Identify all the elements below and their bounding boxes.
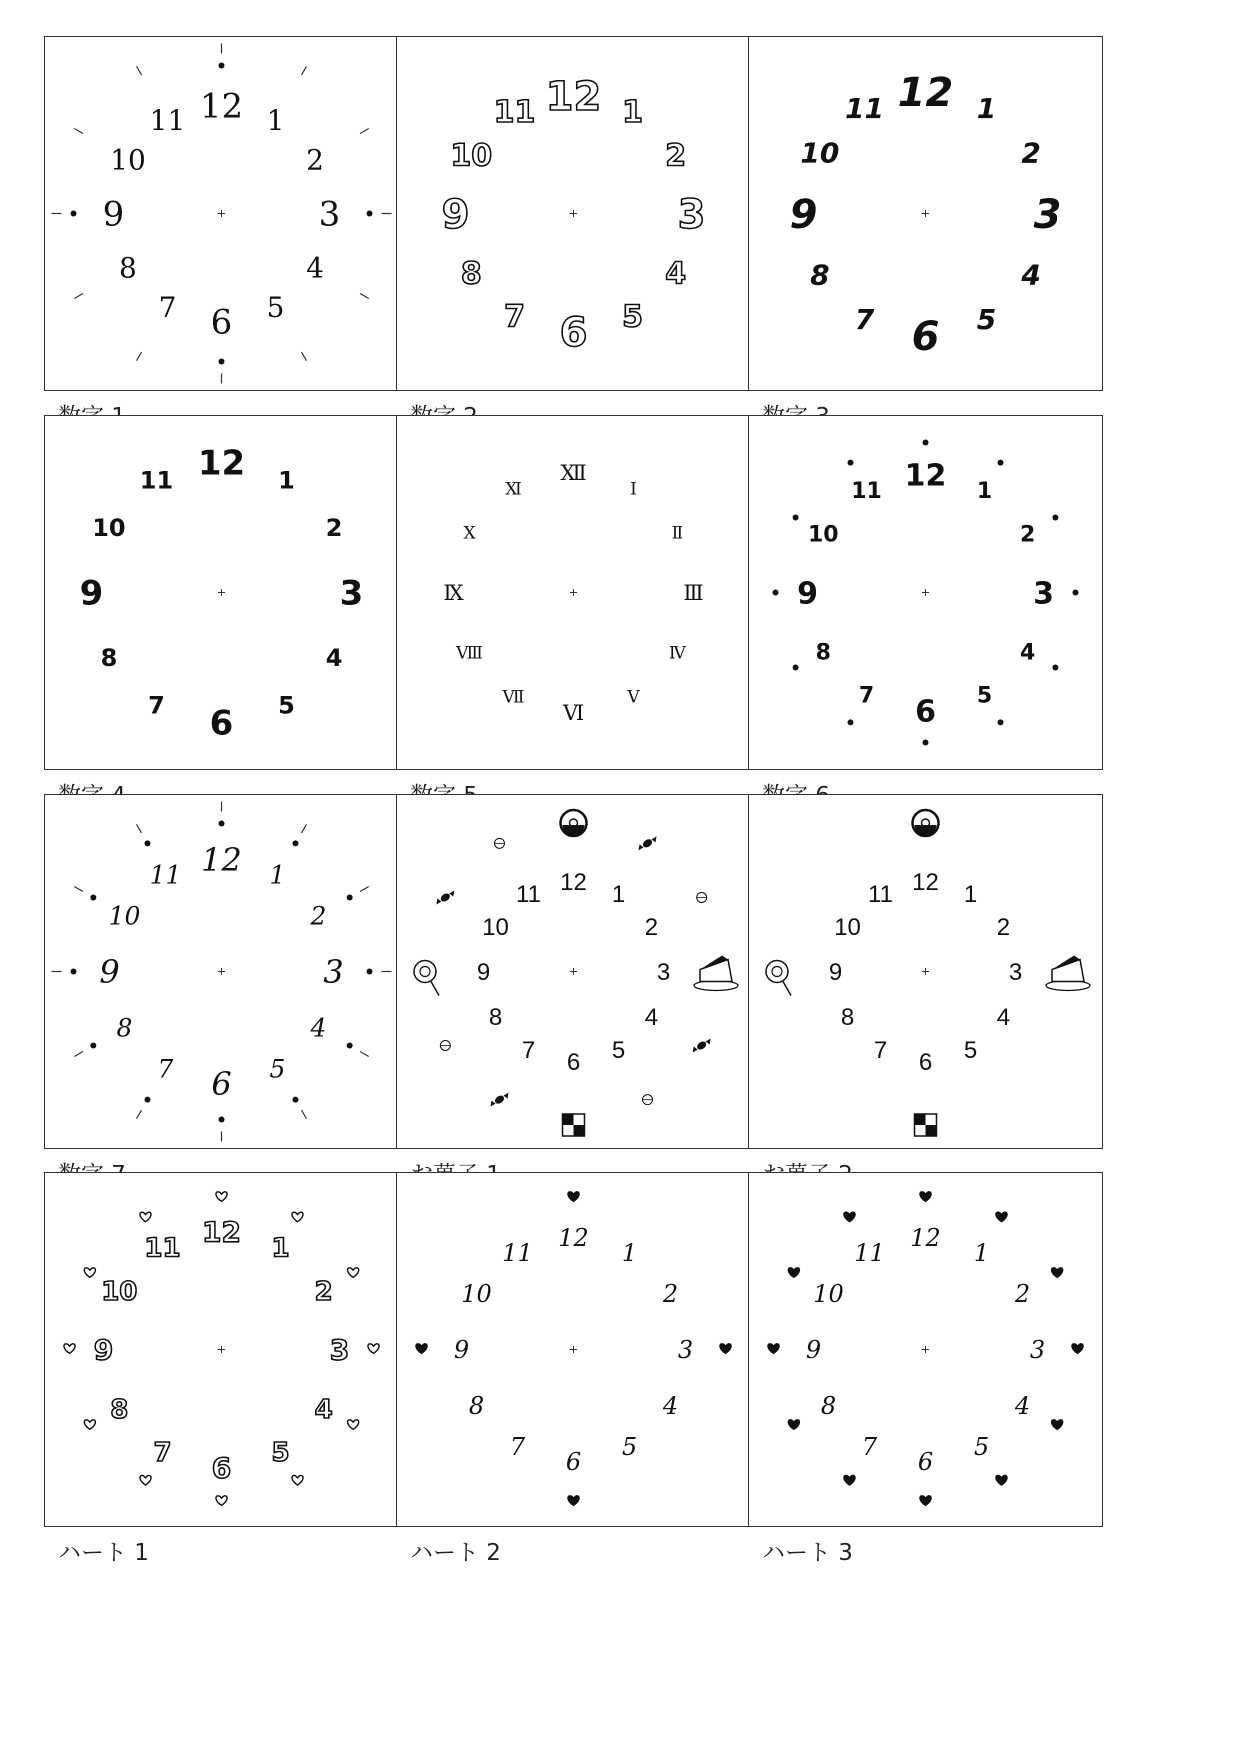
clock-face-graphic <box>397 37 750 390</box>
donut-icon <box>561 810 587 836</box>
dot-icon <box>848 719 854 725</box>
hour-numeral-5: Ⅴ <box>627 687 640 708</box>
hour-numeral-10: Ⅹ <box>463 523 476 544</box>
heart-icon <box>84 1268 95 1278</box>
dot-icon <box>1052 665 1058 671</box>
cake-icon <box>1046 956 1090 991</box>
clock-face-panel <box>396 1172 751 1527</box>
hour-numeral-2: 2 <box>314 1276 333 1307</box>
hour-numeral-11: 11 <box>144 1233 181 1264</box>
hour-numeral-1: 1 <box>271 1233 290 1264</box>
hour-numeral-1: 1 <box>621 1239 638 1268</box>
hour-numeral-4: 4 <box>306 251 324 285</box>
hour-numeral-6: 6 <box>209 703 234 744</box>
dot-icon <box>219 63 225 69</box>
cake-icon <box>694 956 738 991</box>
dot-icon <box>793 665 799 671</box>
dot-icon <box>90 1043 96 1049</box>
heart-icon <box>64 1344 75 1354</box>
clock-face-graphic <box>45 37 398 390</box>
hour-numeral-8: 8 <box>110 1394 129 1425</box>
hour-numeral-10: 10 <box>461 1280 492 1309</box>
hour-numeral-5: 5 <box>611 1037 626 1065</box>
hour-numeral-5: 5 <box>622 299 643 335</box>
clock-face-graphic <box>749 1173 1102 1526</box>
hour-numeral-12: 12 <box>545 73 602 120</box>
hour-numeral-7: 7 <box>861 1433 878 1462</box>
hour-numeral-8: 8 <box>100 644 118 673</box>
hour-numeral-2: Ⅱ <box>671 523 684 544</box>
hour-numeral-6: 6 <box>917 1448 934 1477</box>
hour-numeral-11: Ⅺ <box>505 479 522 500</box>
hour-numeral-9: 9 <box>476 959 491 987</box>
hour-numeral-12: 12 <box>201 841 242 880</box>
clock-face-panel <box>748 415 1103 770</box>
hour-numeral-2: 2 <box>644 914 659 942</box>
hour-numeral-11: 11 <box>851 479 882 505</box>
dot-icon <box>923 440 929 446</box>
hour-numeral-8: 8 <box>840 1004 855 1032</box>
hour-numeral-2: 2 <box>996 914 1011 942</box>
hour-numeral-12: 12 <box>199 86 244 127</box>
tick-mark-icon <box>302 352 307 361</box>
hour-numeral-3: 3 <box>677 1336 694 1365</box>
hour-numeral-12: 12 <box>197 443 246 484</box>
hour-numeral-10: 10 <box>450 138 493 174</box>
heart-icon <box>996 1475 1007 1485</box>
hour-numeral-4: 4 <box>314 1394 333 1425</box>
clock-face-panel <box>44 415 399 770</box>
candy-icon <box>491 1093 509 1107</box>
center-cross-icon <box>218 589 225 596</box>
heart-icon <box>844 1212 855 1222</box>
ball-candy-icon <box>495 838 505 848</box>
hour-numeral-11: 11 <box>854 1239 885 1268</box>
hour-numeral-9: 9 <box>79 573 104 614</box>
hour-numeral-6: 6 <box>211 1065 232 1104</box>
tick-mark-icon <box>302 66 307 75</box>
hour-numeral-12: 12 <box>904 458 947 494</box>
panel-caption: ハート 3 <box>762 1540 853 1566</box>
center-cross-icon <box>218 1346 225 1353</box>
hour-numeral-7: 7 <box>148 691 165 720</box>
hour-numeral-11: 11 <box>845 91 884 125</box>
hour-numeral-6: 6 <box>559 309 588 356</box>
tick-mark-icon <box>302 1110 307 1119</box>
dot-icon <box>848 460 854 466</box>
hour-numeral-8: Ⅷ <box>456 643 483 664</box>
hour-numeral-5: 5 <box>963 1037 978 1065</box>
heart-icon <box>416 1344 427 1354</box>
hour-numeral-6: 6 <box>915 694 936 730</box>
heart-icon <box>292 1475 303 1485</box>
hour-numeral-6: 6 <box>565 1448 582 1477</box>
hour-numeral-3: 3 <box>1029 1336 1046 1365</box>
hour-numeral-8: 8 <box>468 1392 485 1421</box>
heart-icon <box>920 1192 931 1202</box>
hour-numeral-12: 12 <box>202 1215 241 1249</box>
dot-icon <box>90 895 96 901</box>
ball-candy-icon <box>643 1095 653 1105</box>
panel-caption: ハート 2 <box>410 1540 501 1566</box>
hour-numeral-6: 6 <box>566 1049 581 1077</box>
dot-icon <box>71 969 77 975</box>
hour-numeral-1: 1 <box>976 91 997 125</box>
hour-numeral-5: 5 <box>973 1433 990 1462</box>
hour-numeral-4: 4 <box>996 1004 1011 1032</box>
hour-numeral-10: 10 <box>108 901 141 931</box>
tick-mark-icon <box>74 1052 83 1057</box>
hour-numeral-12: 12 <box>558 1224 589 1253</box>
hour-numeral-2: 2 <box>665 138 687 174</box>
clock-face-panel <box>748 1172 1103 1527</box>
hour-numeral-1: Ⅰ <box>630 479 637 500</box>
clock-face-graphic <box>749 37 1102 390</box>
hour-numeral-8: 8 <box>460 256 482 292</box>
hour-numeral-3: 3 <box>1033 576 1054 612</box>
dot-icon <box>1073 590 1079 596</box>
hour-numeral-11: 11 <box>139 466 174 495</box>
hour-numeral-8: 8 <box>815 640 831 666</box>
center-cross-icon <box>922 589 929 596</box>
hour-numeral-1: 1 <box>963 881 978 909</box>
dot-icon <box>773 590 779 596</box>
dot-icon <box>367 211 373 217</box>
hour-numeral-6: 6 <box>911 313 940 360</box>
heart-icon <box>844 1475 855 1485</box>
hour-numeral-9: 9 <box>441 191 470 238</box>
hour-numeral-9: Ⅸ <box>443 581 464 606</box>
heart-icon <box>292 1212 303 1222</box>
hour-numeral-1: 1 <box>269 860 286 890</box>
hour-numeral-2: 2 <box>1020 522 1036 548</box>
hour-numeral-10: 10 <box>482 914 509 942</box>
hour-numeral-3: 3 <box>656 959 671 987</box>
hour-numeral-4: 4 <box>325 644 343 673</box>
center-cross-icon <box>922 1346 929 1353</box>
candy-icon <box>436 891 454 905</box>
center-cross-icon <box>570 1346 577 1353</box>
hour-numeral-6: 6 <box>210 302 233 343</box>
hour-numeral-10: 10 <box>110 143 146 177</box>
tick-mark-icon <box>137 1110 142 1119</box>
center-cross-icon <box>218 210 225 217</box>
clock-face-panel <box>44 794 399 1149</box>
tick-mark-icon <box>360 887 369 892</box>
hour-numeral-8: 8 <box>820 1392 837 1421</box>
heart-icon <box>140 1475 151 1485</box>
hour-numeral-1: 1 <box>973 1239 990 1268</box>
hour-numeral-7: 7 <box>153 1438 172 1469</box>
clock-face-panel <box>44 1172 399 1527</box>
dot-icon <box>293 840 299 846</box>
hour-numeral-9: 9 <box>828 959 843 987</box>
clock-face-panel <box>44 36 399 391</box>
center-cross-icon <box>922 968 929 975</box>
hour-numeral-9: 9 <box>99 953 120 992</box>
hour-numeral-5: 5 <box>621 1433 638 1462</box>
hour-numeral-1: 1 <box>611 881 626 909</box>
heart-icon <box>788 1420 799 1430</box>
hour-numeral-11: 11 <box>868 881 893 909</box>
clock-face-graphic <box>397 416 750 769</box>
hour-numeral-9: 9 <box>93 1333 114 1367</box>
panel-caption: ハート 1 <box>58 1540 149 1566</box>
hour-numeral-7: 7 <box>157 1054 174 1084</box>
clock-face-panel <box>396 36 751 391</box>
heart-icon <box>788 1268 799 1278</box>
heart-icon <box>568 1192 579 1202</box>
hour-numeral-6: Ⅵ <box>562 701 585 726</box>
heart-icon <box>1052 1268 1063 1278</box>
clock-face-graphic <box>749 795 1102 1148</box>
heart-icon <box>84 1420 95 1430</box>
clock-face-graphic <box>45 795 398 1148</box>
candy-icon <box>693 1039 711 1053</box>
hour-numeral-7: 7 <box>521 1037 536 1065</box>
hour-numeral-7: 7 <box>509 1433 526 1462</box>
hour-numeral-3: Ⅲ <box>683 581 704 606</box>
tick-mark-icon <box>302 824 307 833</box>
hour-numeral-3: 3 <box>318 194 341 235</box>
heart-icon <box>720 1344 731 1354</box>
dot-icon <box>71 211 77 217</box>
hour-numeral-9: 9 <box>797 576 818 612</box>
dot-icon <box>367 969 373 975</box>
hour-numeral-1: 1 <box>622 95 643 131</box>
center-cross-icon <box>218 968 225 975</box>
heart-icon <box>920 1496 931 1506</box>
hour-numeral-8: 8 <box>116 1013 133 1043</box>
dot-icon <box>347 1043 353 1049</box>
dot-icon <box>293 1097 299 1103</box>
hour-numeral-12: 12 <box>910 1224 941 1253</box>
tick-mark-icon <box>137 66 142 75</box>
dot-icon <box>145 840 151 846</box>
dot-icon <box>998 460 1004 466</box>
clock-face-panel <box>748 36 1103 391</box>
tick-mark-icon <box>74 129 83 134</box>
heart-icon <box>368 1344 379 1354</box>
clock-face-graphic <box>45 416 398 769</box>
center-cross-icon <box>922 210 929 217</box>
hour-numeral-4: 4 <box>644 1004 659 1032</box>
dot-icon <box>219 1117 225 1123</box>
center-cross-icon <box>570 589 577 596</box>
heart-icon <box>768 1344 779 1354</box>
clock-face-panel <box>748 794 1103 1149</box>
clock-face-panel <box>396 415 751 770</box>
hour-numeral-5: 5 <box>269 1054 286 1084</box>
clock-face-graphic <box>397 1173 750 1526</box>
hour-numeral-12: 12 <box>912 869 939 897</box>
dot-icon <box>998 719 1004 725</box>
hour-numeral-9: 9 <box>102 194 125 235</box>
hour-numeral-1: 1 <box>976 479 993 505</box>
tick-mark-icon <box>137 824 142 833</box>
hour-numeral-11: 11 <box>502 1239 533 1268</box>
hour-numeral-4: Ⅳ <box>668 643 686 664</box>
hour-numeral-3: 3 <box>677 191 706 238</box>
hour-numeral-8: 8 <box>810 258 830 292</box>
hour-numeral-12: Ⅻ <box>560 461 587 486</box>
dot-icon <box>1052 515 1058 521</box>
hour-numeral-8: 8 <box>119 251 137 285</box>
hour-numeral-4: 4 <box>1021 258 1041 292</box>
hour-numeral-5: 5 <box>976 303 997 337</box>
dot-icon <box>347 895 353 901</box>
tick-mark-icon <box>360 129 369 134</box>
hour-numeral-4: 4 <box>1014 1392 1031 1421</box>
checker-cookie-icon <box>563 1114 585 1136</box>
hour-numeral-2: 2 <box>662 1280 679 1309</box>
hour-numeral-3: 3 <box>1033 191 1062 238</box>
ball-candy-icon <box>440 1041 450 1051</box>
hour-numeral-2: 2 <box>325 514 343 543</box>
hour-numeral-12: 12 <box>897 69 954 116</box>
hour-numeral-6: 6 <box>918 1049 933 1077</box>
hour-numeral-11: 11 <box>493 95 536 131</box>
tick-mark-icon <box>74 294 83 299</box>
dot-icon <box>219 359 225 365</box>
center-cross-icon <box>570 210 577 217</box>
clock-face-graphic <box>749 416 1102 769</box>
clock-face-graphic <box>45 1173 398 1526</box>
hour-numeral-2: 2 <box>1021 136 1041 170</box>
hour-numeral-5: 5 <box>278 691 295 720</box>
dot-icon <box>923 740 929 746</box>
hour-numeral-5: 5 <box>271 1438 290 1469</box>
heart-icon <box>996 1212 1007 1222</box>
hour-numeral-2: 2 <box>310 901 327 931</box>
hour-numeral-7: 7 <box>858 683 875 709</box>
hour-numeral-7: 7 <box>158 291 177 325</box>
hour-numeral-10: 10 <box>101 1276 138 1307</box>
heart-icon <box>568 1496 579 1506</box>
candy-icon <box>639 836 657 850</box>
hour-numeral-4: 4 <box>665 256 687 292</box>
tick-mark-icon <box>137 352 142 361</box>
tick-mark-icon <box>360 294 369 299</box>
hour-numeral-7: Ⅶ <box>502 687 525 708</box>
hour-numeral-3: 3 <box>323 953 344 992</box>
checker-cookie-icon <box>915 1114 937 1136</box>
clock-face-graphic <box>397 795 750 1148</box>
hour-numeral-2: 2 <box>306 143 324 177</box>
hour-numeral-11: 11 <box>149 860 182 890</box>
heart-icon <box>348 1420 359 1430</box>
heart-icon <box>1072 1344 1083 1354</box>
clock-face-panel <box>396 794 751 1149</box>
hour-numeral-5: 5 <box>976 683 993 709</box>
hour-numeral-5: 5 <box>266 291 285 325</box>
hour-numeral-6: 6 <box>211 1451 232 1485</box>
dot-icon <box>793 515 799 521</box>
dot-icon <box>219 821 225 827</box>
hour-numeral-11: 11 <box>149 104 186 138</box>
heart-icon <box>216 1496 227 1506</box>
center-cross-icon <box>570 968 577 975</box>
tick-mark-icon <box>74 887 83 892</box>
hour-numeral-10: 10 <box>813 1280 844 1309</box>
hour-numeral-9: 9 <box>789 191 818 238</box>
hour-numeral-10: 10 <box>807 522 839 548</box>
hour-numeral-9: 9 <box>453 1336 470 1365</box>
hour-numeral-10: 10 <box>800 136 840 170</box>
lollipop-icon <box>766 961 791 996</box>
hour-numeral-12: 12 <box>560 869 587 897</box>
heart-icon <box>1052 1420 1063 1430</box>
hour-numeral-3: 3 <box>339 573 364 614</box>
hour-numeral-10: 10 <box>92 514 126 543</box>
heart-icon <box>216 1192 227 1202</box>
hour-numeral-7: 7 <box>854 303 875 337</box>
hour-numeral-10: 10 <box>834 914 861 942</box>
hour-numeral-8: 8 <box>488 1004 503 1032</box>
hour-numeral-7: 7 <box>504 299 525 335</box>
hour-numeral-3: 3 <box>329 1333 350 1367</box>
donut-icon <box>913 810 939 836</box>
hour-numeral-11: 11 <box>516 881 541 909</box>
heart-icon <box>348 1268 359 1278</box>
hour-numeral-7: 7 <box>873 1037 888 1065</box>
hour-numeral-1: 1 <box>278 466 295 495</box>
hour-numeral-3: 3 <box>1008 959 1023 987</box>
hour-numeral-1: 1 <box>266 104 285 138</box>
ball-candy-icon <box>697 893 707 903</box>
hour-numeral-9: 9 <box>805 1336 822 1365</box>
dot-icon <box>145 1097 151 1103</box>
hour-numeral-4: 4 <box>310 1013 327 1043</box>
hour-numeral-4: 4 <box>662 1392 679 1421</box>
lollipop-icon <box>414 961 439 996</box>
tick-mark-icon <box>360 1052 369 1057</box>
hour-numeral-2: 2 <box>1014 1280 1031 1309</box>
hour-numeral-4: 4 <box>1020 640 1036 666</box>
heart-icon <box>140 1212 151 1222</box>
